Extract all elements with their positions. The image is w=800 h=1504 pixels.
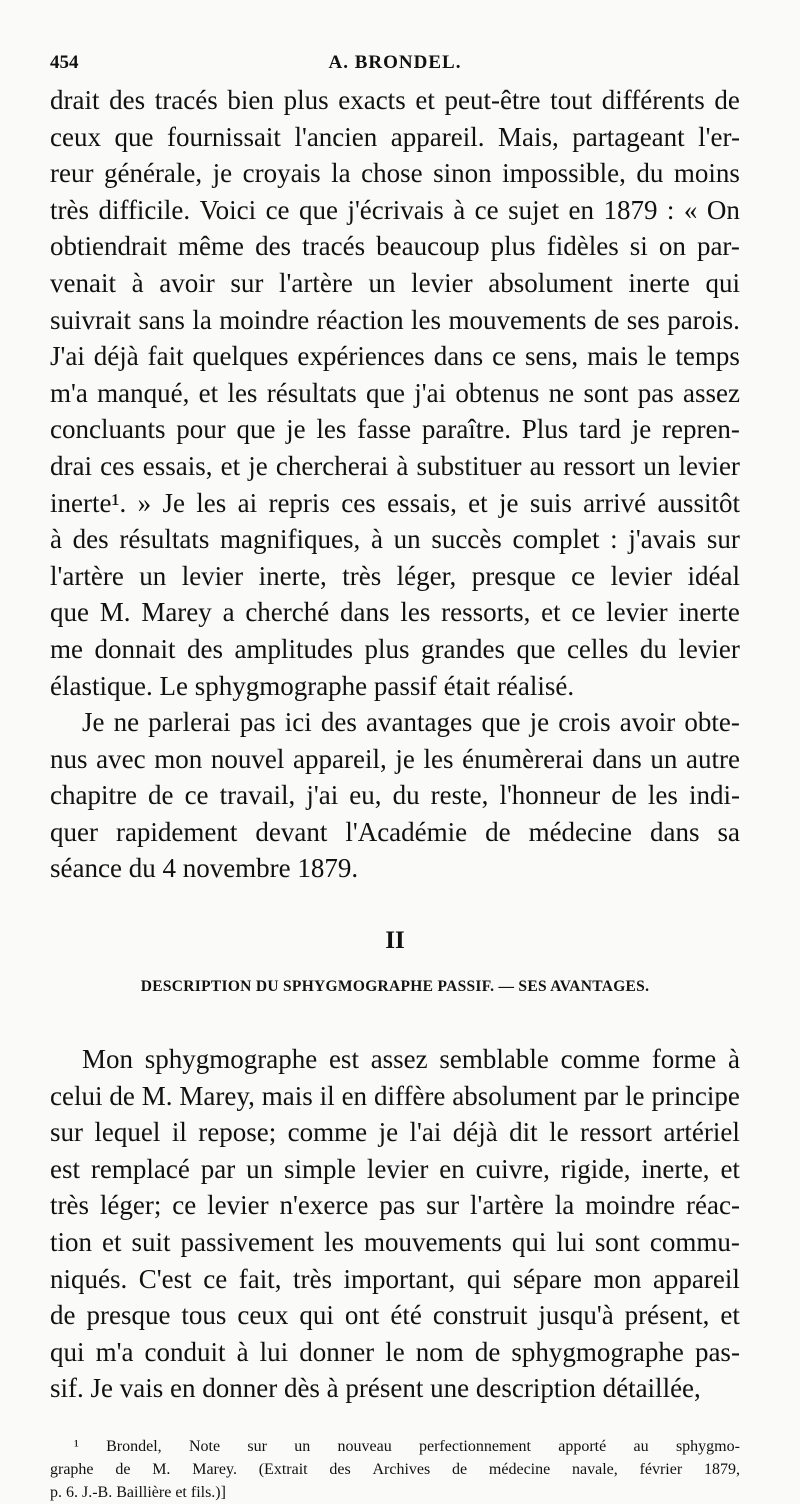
text-line: quer rapidement devant l'Académie de médecine dans sa <box>50 816 740 847</box>
text-line: à des résultats magnifiques, à un succès complet : j'avais sur <box>50 524 740 555</box>
text-line: ¹ Brondel, Note sur un nouveau perfectionnement apporté au sphygmo- <box>74 1438 740 1455</box>
page-number: 454 <box>50 52 79 73</box>
text-line: inerte¹. » Je les ai repris ces essais, et je suis arrivé aussitôt <box>50 487 740 518</box>
text-line: de presque tous ceux qui ont été construit jusqu'à présent, et <box>50 1300 740 1331</box>
text-line: drait des tracés bien plus exacts et peut-être tout différents de <box>50 85 740 115</box>
text-line: nus avec mon nouvel appareil, je les énumèrerai dans un autre <box>50 743 740 774</box>
text-line: tion et suit passivement les mouvements qui lui sont commu- <box>50 1227 740 1258</box>
text-line: Je ne parlerai pas ici des avantages que je crois avoir obte- <box>82 707 740 738</box>
text-line: ceux que fournissait l'ancien appareil. Mais, partageant l'er- <box>50 121 740 152</box>
footnote <box>50 1435 740 1504</box>
section-number: II <box>385 927 405 955</box>
text-line: chapitre de ce travail, j'ai eu, du reste, l'honneur de les indi- <box>50 780 740 811</box>
text-line: J'ai déjà fait quelques expériences dans ce sens, mais le temps <box>50 341 740 372</box>
paragraph-2 <box>50 704 740 887</box>
text-line: sif. Je vais en donner dès à présent une description détaillée, <box>50 1373 701 1404</box>
text-line: obtiendrait même des tracés beaucoup plus fidèles si on par- <box>50 231 740 262</box>
text-line: drai ces essais, et je chercherai à substituer au ressort un levier <box>50 450 740 481</box>
text-line: est remplacé par un simple levier en cuivre, rigide, inerte, et <box>50 1153 740 1184</box>
text-line: suivrait sans la moindre réaction les mouvements de ses parois. <box>50 304 740 335</box>
text-line: celui de M. Marey, mais il en diffère absolument par le principe <box>50 1080 740 1111</box>
text-line: que M. Marey a cherché dans les ressorts, et ce levier inerte <box>50 597 740 628</box>
book-page <box>50 52 740 1501</box>
text-line: niqués. C'est ce fait, très important, qui sépare mon appareil <box>50 1263 740 1294</box>
running-head <box>50 52 740 82</box>
text-line: qui m'a conduit à lui donner le nom de sphygmographe pas- <box>50 1336 740 1367</box>
text-line: très difficile. Voici ce que j'écrivais à ce sujet en 1879 : « On <box>50 194 740 225</box>
text-line: élastique. Le sphygmographe passif était réalisé. <box>50 670 575 701</box>
text-line: très léger; ce levier n'exerce pas sur l'artère la moindre réac- <box>50 1190 740 1221</box>
text-line: graphe de M. Marey. (Extrait des Archives de médecine navale, février 1879, <box>50 1461 740 1478</box>
running-title: A. BRONDEL. <box>328 52 462 73</box>
text-line: séance du 4 novembre 1879. <box>50 853 359 884</box>
text-line: p. 6. J.-B. Baillière et fils.)] <box>50 1484 226 1501</box>
text-line: venait à avoir sur l'artère un levier absolument inerte qui <box>50 267 740 298</box>
text-line: me donnait des amplitudes plus grandes que celles du levier <box>50 633 740 664</box>
text-line: m'a manqué, et les résultats que j'ai obtenus ne sont pas assez <box>50 377 740 408</box>
text-line: Mon sphygmographe est assez semblable comme forme à <box>82 1044 740 1075</box>
paragraph-3 <box>50 1041 740 1407</box>
text-line: concluants pour que je les fasse paraître. Plus tard je repren- <box>50 414 740 445</box>
section-title: DESCRIPTION DU SPHYGMOGRAPHE PASSIF. — SES AVANTAGES. <box>140 978 650 996</box>
text-line: sur lequel il repose; comme je l'ai déjà dit le ressort artériel <box>50 1117 740 1148</box>
paragraph-1 <box>50 82 740 704</box>
text-line: reur générale, je croyais la chose sinon impossible, du moins <box>50 158 740 189</box>
text-line: l'artère un levier inerte, très léger, presque ce levier idéal <box>50 560 740 591</box>
